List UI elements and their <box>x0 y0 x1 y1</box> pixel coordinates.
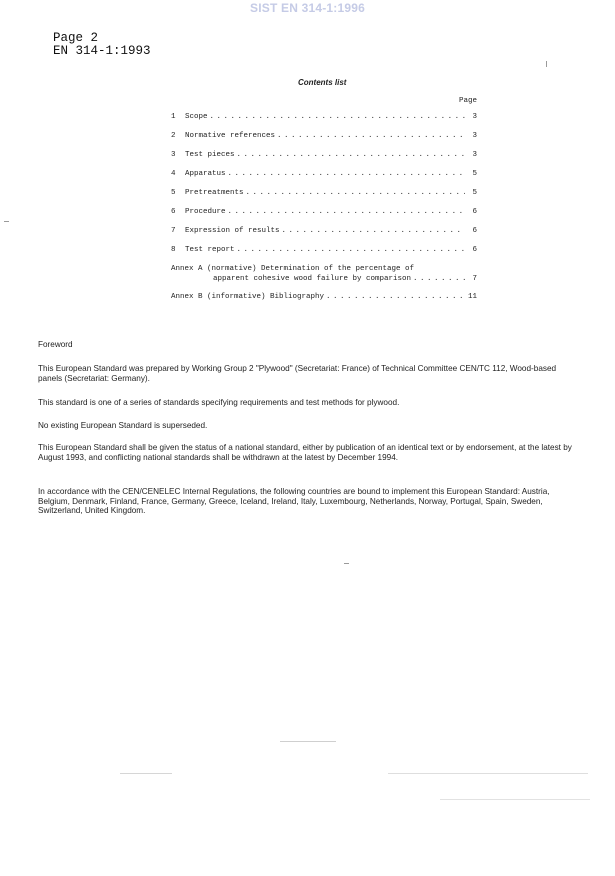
foreword-paragraph: This European Standard was prepared by Working Group 2 "Plywood" (Secretariat: France) of Technical Committee CEN/TC 112, Wood-based panels (Secretariat: Germany). <box>38 364 557 383</box>
toc-entry-number: 7 <box>171 227 176 235</box>
foreword-paragraph: This European Standard shall be given the status of a national standard, either by publication of an identical text or by endorsement, at the latest by August 1993, and conflicting national standards shall be withdrawn at the latest by December 1994. <box>38 443 572 462</box>
scan-speck <box>546 61 547 67</box>
toc-entry[interactable] <box>171 170 477 180</box>
toc-entry-label: Apparatus <box>185 170 226 178</box>
toc-entry-label: apparent cohesive wood failure by comparison <box>213 275 412 283</box>
dot-leader <box>228 208 465 216</box>
scan-speck <box>280 741 336 742</box>
scan-speck <box>120 773 172 774</box>
toc-entry[interactable] <box>171 246 477 256</box>
toc-entry[interactable] <box>171 189 477 199</box>
dot-leader <box>237 151 465 159</box>
toc-entry-label: Normative references <box>185 132 276 140</box>
toc-entry-page: 3 <box>472 151 477 159</box>
toc-entry[interactable] <box>171 208 477 218</box>
dot-leader <box>237 246 465 254</box>
toc-entry-page: 11 <box>467 293 477 301</box>
toc-entry-number: 4 <box>171 170 176 178</box>
foreword-paragraph: No existing European Standard is superseded. <box>38 421 208 430</box>
toc-entry-label: Annex B (informative) Bibliography <box>171 293 325 301</box>
scan-speck <box>4 221 9 222</box>
foreword-heading: Foreword <box>38 340 73 349</box>
toc-entry[interactable] <box>171 151 477 161</box>
toc-entry-number: 1 <box>171 113 176 121</box>
foreword-paragraph: In accordance with the CEN/CENELEC Internal Regulations, the following countries are bound to implement this European Standard: Austria, Belgium, Denmark, Finland, France, Germany, Greece, Iceland, Ireland, Italy, Luxembourg, Netherlands, Norway, Portugal, Spain, Sweden, Switzerland, United Kingdom. <box>38 487 550 516</box>
toc-entry-page: 7 <box>472 275 477 283</box>
toc-entry-page: 5 <box>472 189 477 197</box>
toc-entry-page: 6 <box>472 227 477 235</box>
toc-entry-label: Expression of results <box>185 227 280 235</box>
dot-leader <box>326 293 465 301</box>
toc-entry-label: Pretreatments <box>185 189 244 197</box>
scan-speck <box>440 799 590 800</box>
toc-entry-label: Procedure <box>185 208 226 216</box>
toc-annex-b[interactable] <box>171 293 477 303</box>
dot-leader <box>228 170 465 178</box>
page-number: Page 2 <box>53 31 99 45</box>
toc-entry-label: Test pieces <box>185 151 235 159</box>
toc-entry[interactable] <box>171 227 477 237</box>
dot-leader <box>282 227 465 235</box>
toc-entry[interactable] <box>171 113 477 123</box>
toc-entry-number: 6 <box>171 208 176 216</box>
toc-entry-label: Scope <box>185 113 208 121</box>
page-column-header: Page <box>459 97 478 105</box>
toc-entry-page: 3 <box>472 113 477 121</box>
dot-leader <box>210 113 465 121</box>
toc-entry-page: 6 <box>472 246 477 254</box>
dot-leader <box>413 275 465 283</box>
dot-leader <box>277 132 465 140</box>
scan-speck <box>388 773 588 774</box>
toc-entry-label: Test report <box>185 246 235 254</box>
toc-annex-a-line2[interactable] <box>171 275 477 285</box>
toc-entry-page: 3 <box>472 132 477 140</box>
toc-entry-number: 2 <box>171 132 176 140</box>
watermark: SIST EN 314-1:1996 <box>250 1 365 15</box>
toc-entry-page: 6 <box>472 208 477 216</box>
dot-leader <box>246 189 465 197</box>
toc-entry[interactable] <box>171 132 477 142</box>
toc-entry-number: 8 <box>171 246 176 254</box>
toc-entry-number: 5 <box>171 189 176 197</box>
contents-title: Contents list <box>298 78 347 87</box>
toc-annex-a-line1[interactable] <box>171 265 477 275</box>
toc-entry-number: 3 <box>171 151 176 159</box>
toc-entry-page: 5 <box>472 170 477 178</box>
scan-speck <box>344 563 349 564</box>
foreword-paragraph: This standard is one of a series of standards specifying requirements and test methods for plywood. <box>38 398 400 407</box>
standard-number: EN 314-1:1993 <box>53 44 151 58</box>
toc-entry-label: Annex A (normative) Determination of the percentage of <box>171 265 415 273</box>
